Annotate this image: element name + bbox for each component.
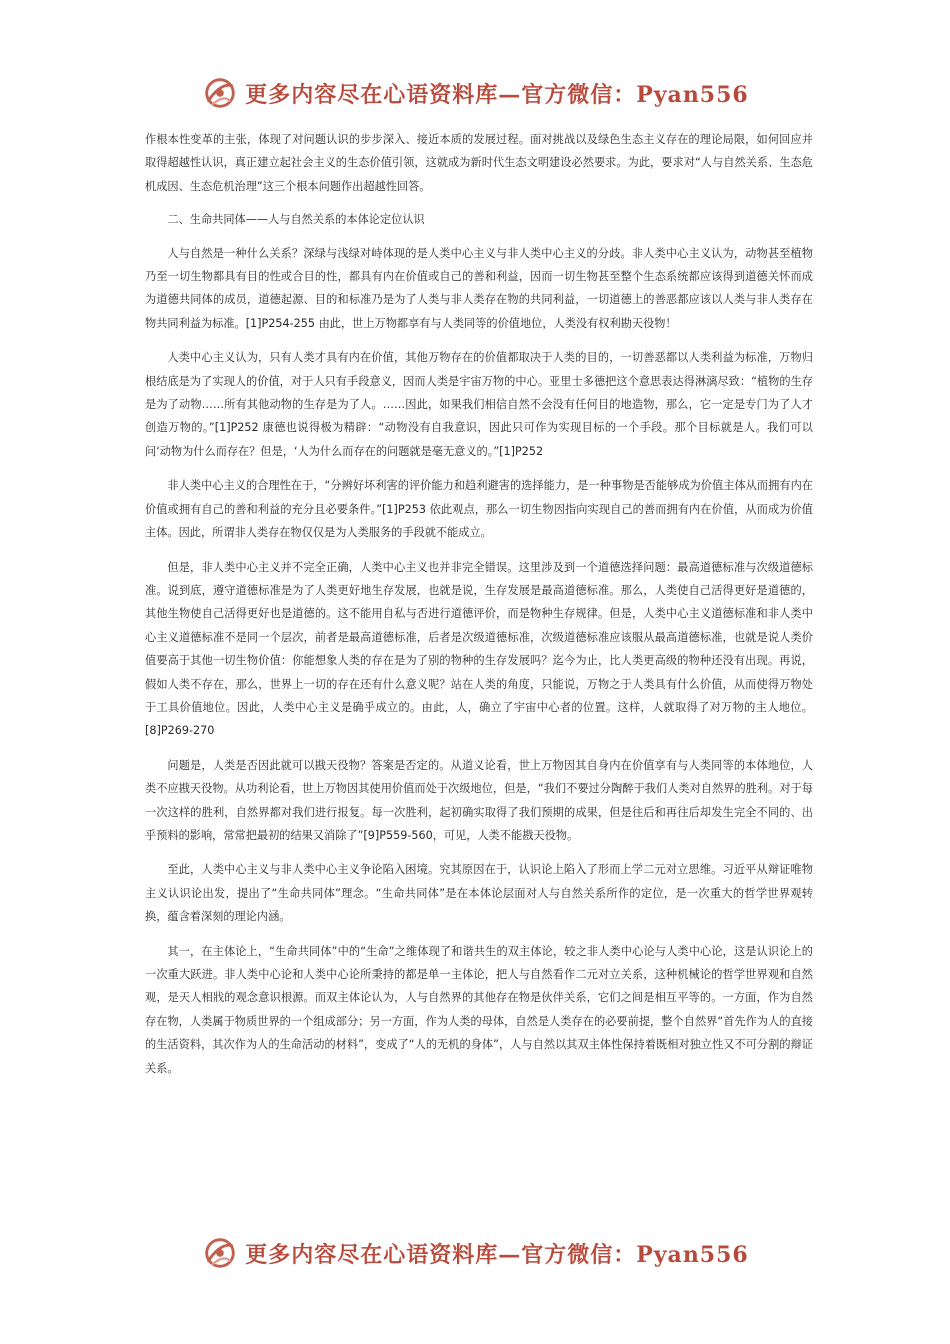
paragraph: 作根本性变革的主张，体现了对问题认识的步步深入、接近本质的发展过程。面对挑战以及绿色生态主义存在的理论局限，如何回应并取得超越性认识，真正建立起社会主义的生态价值引领，这就成为新时代生态文明建设必然要求。为此，要求对“人与自然关系、生态危机成因、生态危机治理”这三个根本问题作出超越性回答。 [145,133,813,193]
header-banner [0,71,950,115]
paragraph: 问题是，人类是否因此就可以戡天役物？答案是否定的。从道义论看，世上万物因其自身内在价值享有与人类同等的本体地位，人类不应戡天役物。从功利论看，世上万物因其使用价值而处于次级地位，但是，“我们不要过分陶醉于我们人类对自然界的胜利。对于每一次这样的胜利，自然界都对我们进行报复。每一次胜利，起初确实取得了我们预期的成果，但是往后和再往后却发生完全不同的、出乎预料的影响，常常把最初的结果又消除了”[9]P559-560，可见，人类不能戡天役物。 [145,758,813,842]
paragraph: 人类中心主义认为，只有人类才具有内在价值，其他万物存在的价值都取决于人类的目的，一切善恶都以人类利益为标准，万物归根结底是为了实现人的价值，对于人只有手段意义，因而人类是宇宙万物的中心。亚里士多德把这个意思表达得淋漓尽致：“植物的生存是为了动物……所有其他动物的生存是为了人。……因此，如果我们相信自然不会没有任何目的地造物，那么，它一定是专门为了人才创造万物的。”[1]P252 康德也说得极为精辟：“动物没有自我意识，因此只可作为实现目标的一个手段。那个目标就是人。我们可以问‘动物为什么而存在？但是，‘人为什么而存在的问题就是毫无意义的。”[1]P252 [145,351,813,458]
paragraph: 至此，人类中心主义与非人类中心主义争论陷入困境。究其原因在于，认识论上陷入了形而上学二元对立思维。习近平从辩证唯物主义认识论出发，提出了“生命共同体”理念。“生命共同体”是在本体论层面对人与自然关系所作的定位，是一次重大的哲学世界观转换，蕴含着深刻的理论内涵。 [145,863,813,924]
document-body [145,128,813,1091]
swirl-logo-icon [201,74,239,112]
paragraph: 其一，在主体论上，“生命共同体”中的“生命”之维体现了和谐共生的双主体论，较之非人类中心论与人类中心论，这是认识论上的一次重大跃进。非人类中心论和人类中心论所秉持的都是单一主体论，把人与自然看作二元对立关系，这种机械论的哲学世界观和自然观，是天人相戕的观念意识根源。而双主体论认为，人与自然界的其他存在物是伙伴关系，它们之间是相互平等的。一方面，作为自然存在物，人类属于物质世界的一个组成部分；另一方面，作为人类的母体，自然是人类存在的必要前提，整个自然界“首先作为人的直接的生活资料，其次作为人的生命活动的材料”，变成了“人的无机的身体”，人与自然以其双主体性保持着既相对独立性又不可分割的辩证关系。 [145,944,813,1075]
section-heading: 二、生命共同体——人与自然关系的本体论定位认识 [167,213,425,227]
banner-text: 更多内容尽在心语资料库—官方微信：Pyan556 [245,1241,749,1268]
swirl-logo-icon [201,1234,239,1272]
banner-text: 更多内容尽在心语资料库—官方微信：Pyan556 [245,81,749,108]
paragraph: 人与自然是一种什么关系？深绿与浅绿对峙体现的是人类中心主义与非人类中心主义的分歧。非人类中心主义认为，动物甚至植物乃至一切生物都具有目的性或合目的性，都具有内在价值或自己的善和利益，因而一切生物甚至整个生态系统都应该得到道德关怀而成为道德共同体的成员，道德起源、目的和标准乃是为了人类与非人类存在物的共同利益，一切道德上的善恶都应该以人类与非人类存在物共同利益为标准。[1]P254-255 由此，世上万物都享有与人类同等的价值地位，人类没有权利勘天役物！ [145,246,813,330]
footer-banner [0,1231,950,1275]
paragraph: 但是，非人类中心主义并不完全正确，人类中心主义也并非完全错误。这里涉及到一个道德选择问题：最高道德标准与次级道德标准。说到底，遵守道德标准是为了人类更好地生存发展，也就是说，生存发展是最高道德标准。那么，人类使自己活得更好是道德的，其他生物使自己活得更好也是道德的。这不能用自私与否进行道德评价，而是物种生存规律。但是，人类中心主义道德标准和非人类中心主义道德标准不是同一个层次，前者是最高道德标准，后者是次级道德标准，次级道德标准应该服从最高道德标准，也就是说人类价值要高于其他一切生物价值：你能想象人类的存在是为了别的物种的生存发展吗？迄今为止，比人类更高级的物种还没有出现。再说，假如人类不存在，那么，世界上一切的存在还有什么意义呢？站在人类的角度，只能说，万物之于人类具有什么价值，从而使得万物处于工具价值地位。因此，人类中心主义是确乎成立的。由此，人，确立了宇宙中心者的位置。这样，人就取得了对万物的主人地位。[8]P269-270 [145,560,813,738]
paragraph: 非人类中心主义的合理性在于，“分辨好坏利害的评价能力和趋利避害的选择能力，是一种事物是否能够成为价值主体从而拥有内在价值或拥有自己的善和利益的充分且必要条件。”[1]P253 依此观点，那么一切生物因指向实现自己的善而拥有内在价值，从而成为价值主体。因此，所谓非人类存在物仅仅是为人类服务的手段就不能成立。 [145,479,813,540]
